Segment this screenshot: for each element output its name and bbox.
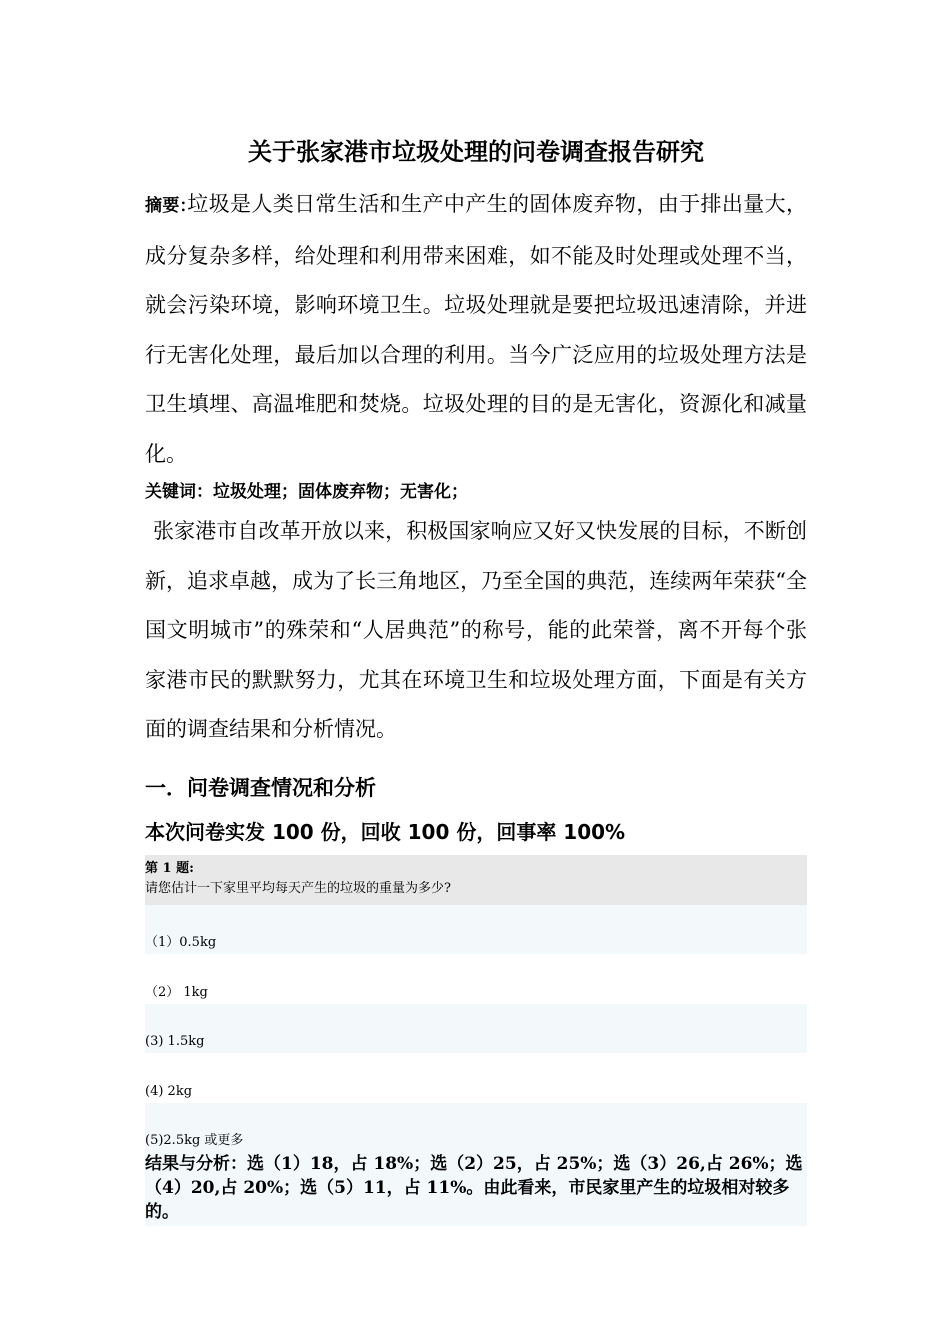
option-3: [145, 1004, 807, 1054]
option-label: （2） 1kg: [145, 984, 208, 1000]
survey-summary: 本次问卷实发 100 份，回收 100 份，回事率 100%: [145, 819, 626, 844]
option-label: (4) 2kg: [145, 1083, 193, 1099]
question-text: 请您估计一下家里平均每天产生的垃圾的重量为多少?: [145, 880, 451, 896]
keywords-line: 关键词：垃圾处理；固体废弃物；无害化；: [145, 482, 468, 502]
option-4: [145, 1053, 807, 1103]
document-title: 关于张家港市垃圾处理的问卷调查报告研究: [248, 137, 704, 166]
section-heading: 一．问卷调查情况和分析: [145, 775, 376, 800]
intro-paragraph: 张家港市自改革开放以来，积极国家响应又好又快发展的目标，不断创新，追求卓越，成为了长三角地区，乃至全国的典范，连续两年荣获“全国文明城市”的殊荣和“人居典范”的称号，能的此荣誉，离不开每个张家港市民的默默努力，尤其在环境卫生和垃圾处理方面，下面是有关方面的调查结果和分析情况。: [145, 519, 807, 741]
question-number: 第 1 题:: [145, 860, 194, 876]
document-body: [145, 134, 807, 1226]
option-1: [145, 905, 807, 955]
option-5: [145, 1103, 807, 1153]
option-label: （1）0.5kg: [145, 935, 217, 950]
option-label: (3) 1.5kg: [145, 1034, 205, 1049]
abstract-label: 摘要: [145, 196, 180, 216]
question-block: [145, 855, 807, 1227]
question-header: [145, 855, 807, 905]
result-analysis: 结果与分析：选（1）18，占 18%；选（2）25，占 25%；选（3）26,占 26%；选（4）20,占 20%；选（5）11，占 11%。由此看来，市民家里产生的垃圾相对较多的。: [145, 1152, 807, 1226]
abstract-text: :垃圾是人类日常生活和生产中产生的固体废弃物，由于排出量大，成分复杂多样，给处理和利用带来困难，如不能及时处理或处理不当，就会污染环境，影响环境卫生。垃圾处理就是要把垃圾迅速清除，并进行无害化处理，最后加以合理的利用。当今广泛应用的垃圾处理方法是卫生填埋、高温堆肥和焚烧。垃圾处理的目的是无害化，资源化和减量化。: [145, 192, 808, 466]
option-2: [145, 954, 807, 1004]
option-label: (5)2.5kg 或更多: [145, 1133, 244, 1148]
abstract-paragraph: [145, 180, 807, 479]
